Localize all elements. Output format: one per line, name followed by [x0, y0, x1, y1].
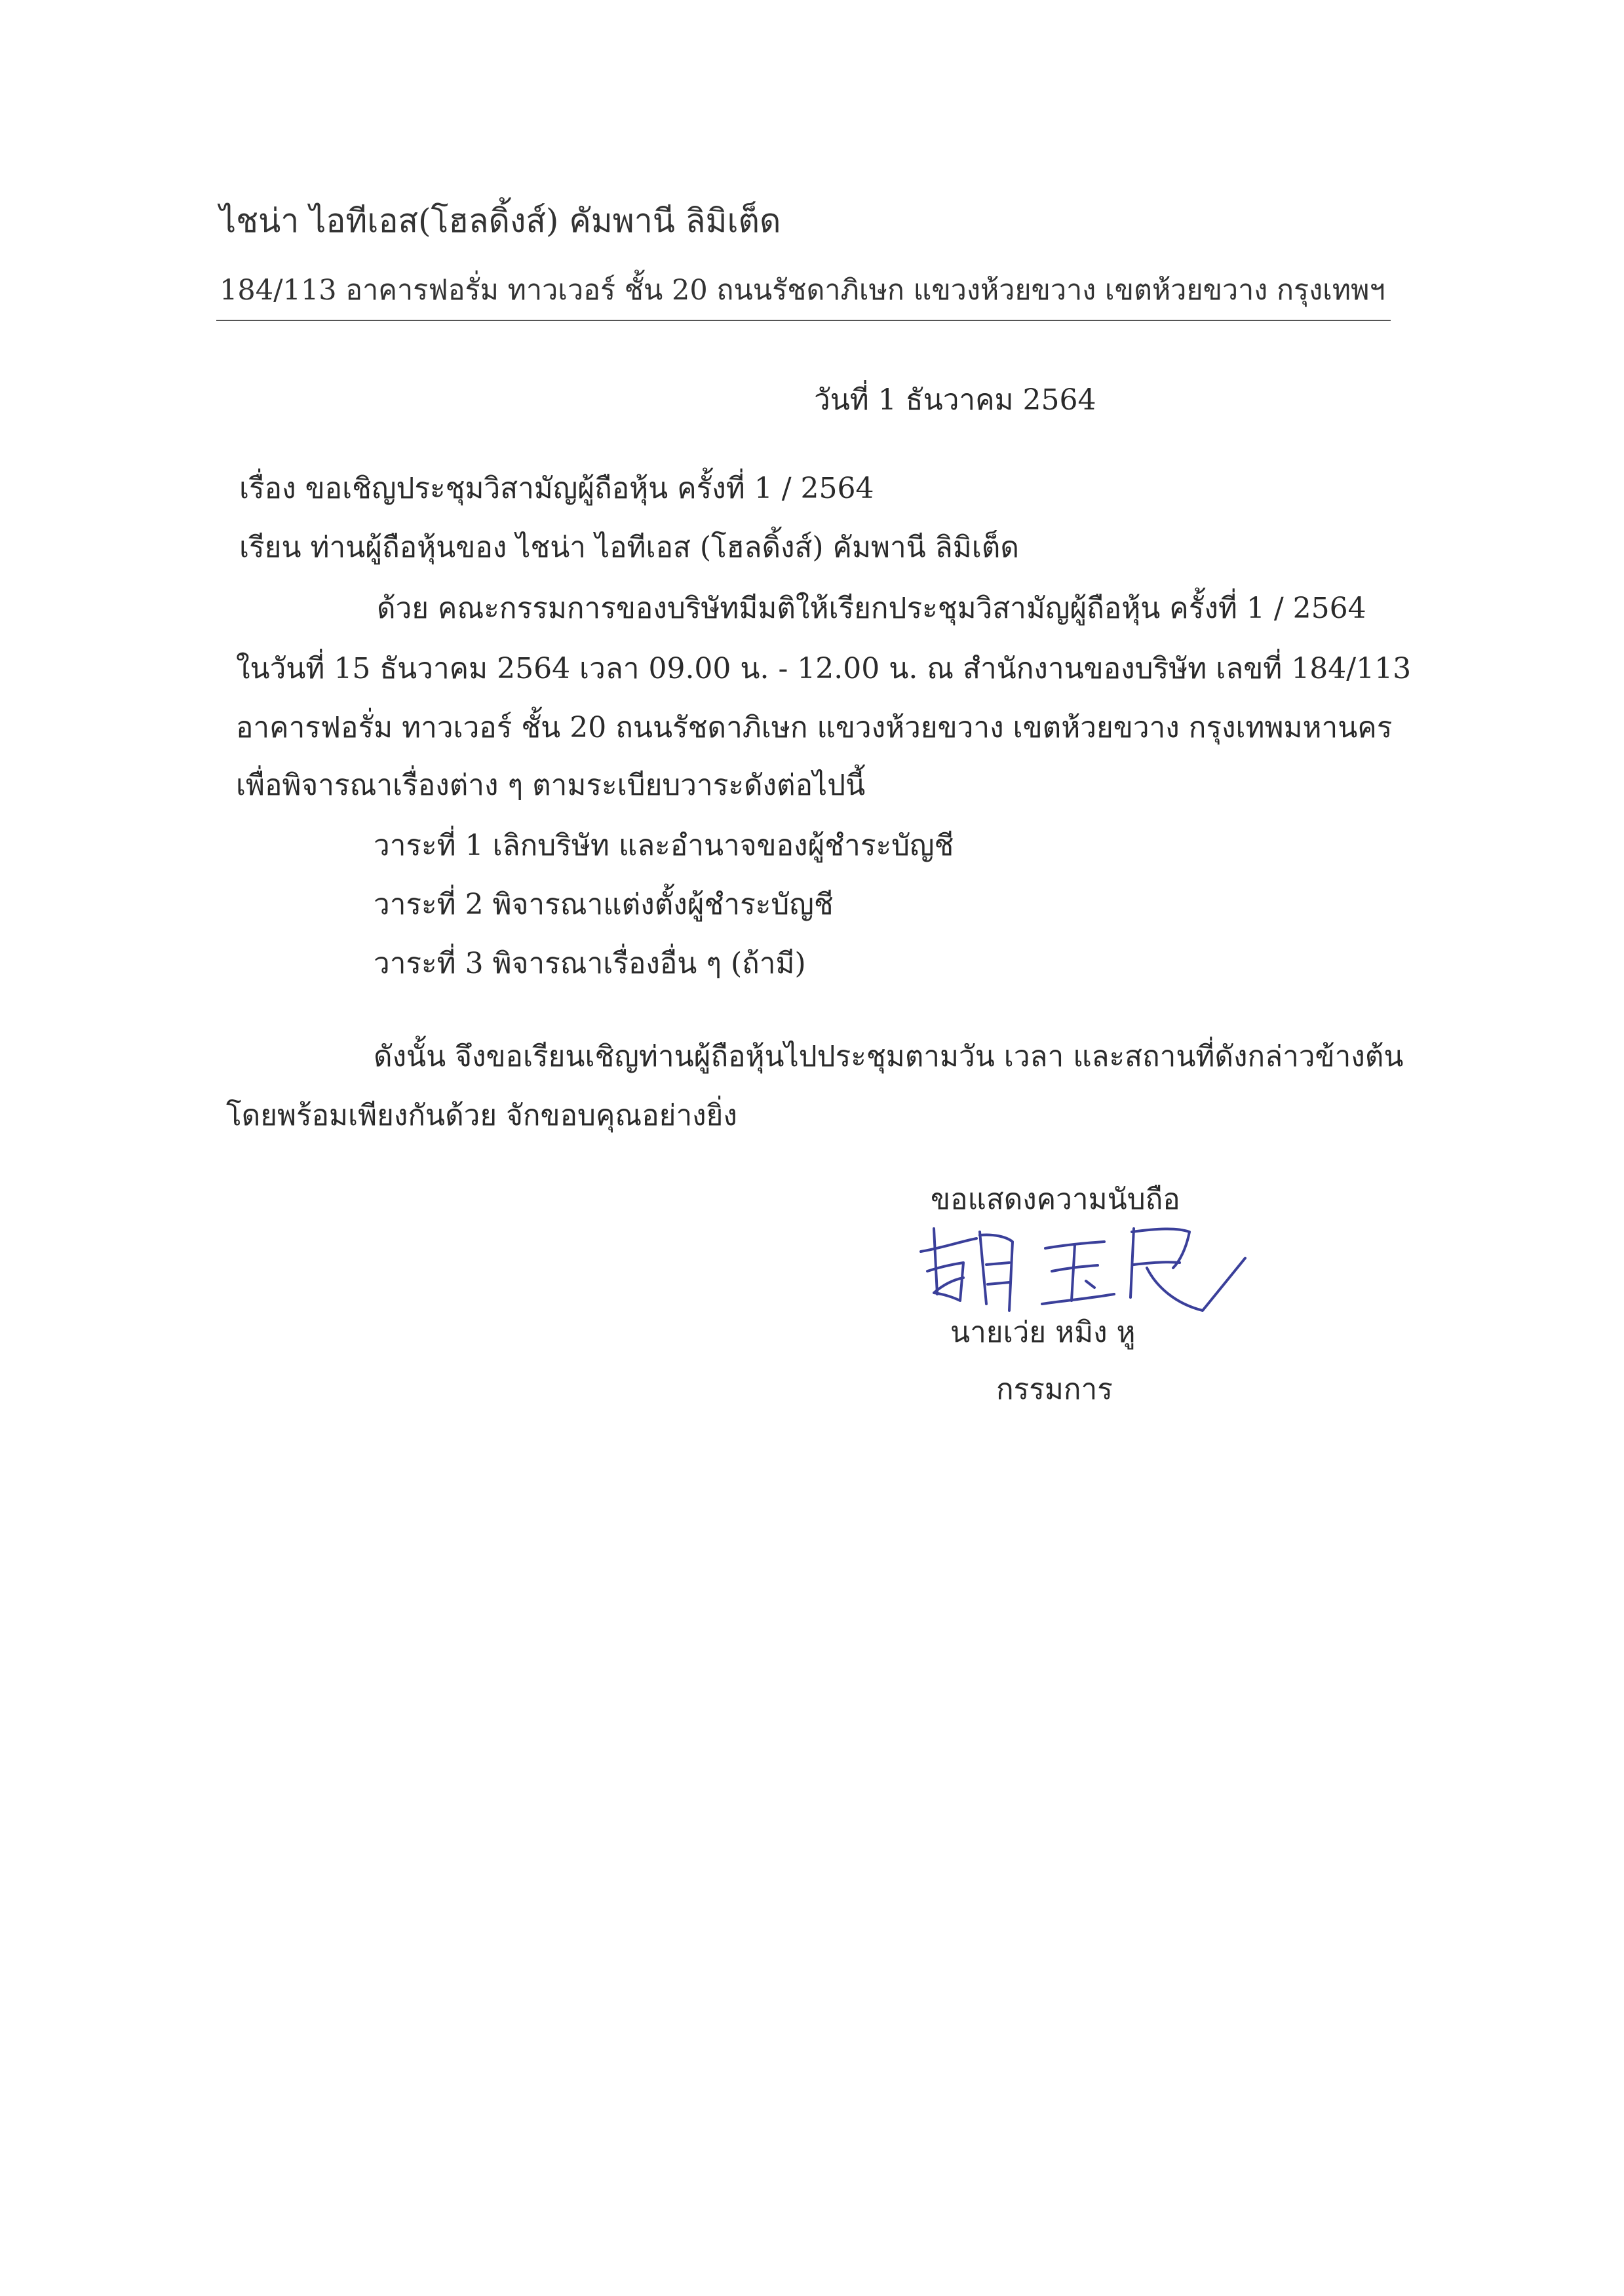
paragraph-line: ในวันที่ 15 ธันวาคม 2564 เวลา 09.00 น. - 12.00 น. ณ สำนักงานของบริษัท เลขที่ 184/113 [236, 652, 1412, 685]
paragraph-line: ด้วย คณะกรรมการของบริษัทมีมติให้เรียกประชุมวิสามัญผู้ถือหุ้น ครั้งที่ 1 / 2564 [377, 592, 1366, 625]
letter-subject: เรื่อง ขอเชิญประชุมวิสามัญผู้ถือหุ้น ครั้งที่ 1 / 2564 [239, 472, 874, 505]
agenda-item-1: วาระที่ 1 เลิกบริษัท และอำนาจของผู้ชำระบัญชี [374, 829, 954, 862]
paragraph-line: ดังนั้น จึงขอเรียนเชิญท่านผู้ถือหุ้นไปประชุมตามวัน เวลา และสถานที่ดังกล่าวข้างต้น [374, 1040, 1404, 1073]
signer-name: นายเว่ย หมิง หู [950, 1316, 1136, 1349]
paragraph-line: อาคารฟอรั่ม ทาวเวอร์ ชั้น 20 ถนนรัชดาภิเษก แขวงห้วยขวาง เขตห้วยขวาง กรุงเทพมหานคร [236, 711, 1393, 744]
closing-text: ขอแสดงความนับถือ [931, 1183, 1180, 1216]
letter-salutation: เรียน ท่านผู้ถือหุ้นของ ไชน่า ไอทีเอส (โฮลดิ้งส์) คัมพานี ลิมิเต็ด [239, 531, 1019, 564]
agenda-item-2: วาระที่ 2 พิจารณาแต่งตั้งผู้ชำระบัญชี [374, 888, 834, 921]
agenda-item-3: วาระที่ 3 พิจารณาเรื่องอื่น ๆ (ถ้ามี) [374, 947, 806, 980]
header-divider [216, 320, 1391, 321]
letter-date: วันที่ 1 ธันวาคม 2564 [814, 383, 1096, 417]
paragraph-line: เพื่อพิจารณาเรื่องต่าง ๆ ตามระเบียบวาระดังต่อไปนี้ [236, 769, 866, 802]
paragraph-line: โดยพร้อมเพียงกันด้วย จักขอบคุณอย่างยิ่ง [226, 1099, 737, 1132]
signer-position: กรรมการ [996, 1373, 1113, 1406]
company-address: 184/113 อาคารฟอรั่ม ทาวเวอร์ ชั้น 20 ถนนรัชดาภิเษก แขวงห้วยขวาง เขตห้วยขวาง กรุงเทพฯ [220, 274, 1385, 307]
handwritten-signature [914, 1202, 1255, 1320]
company-name: ไชน่า ไอทีเอส(โฮลดิ้งส์) คัมพานี ลิมิเต็ด [220, 202, 781, 240]
